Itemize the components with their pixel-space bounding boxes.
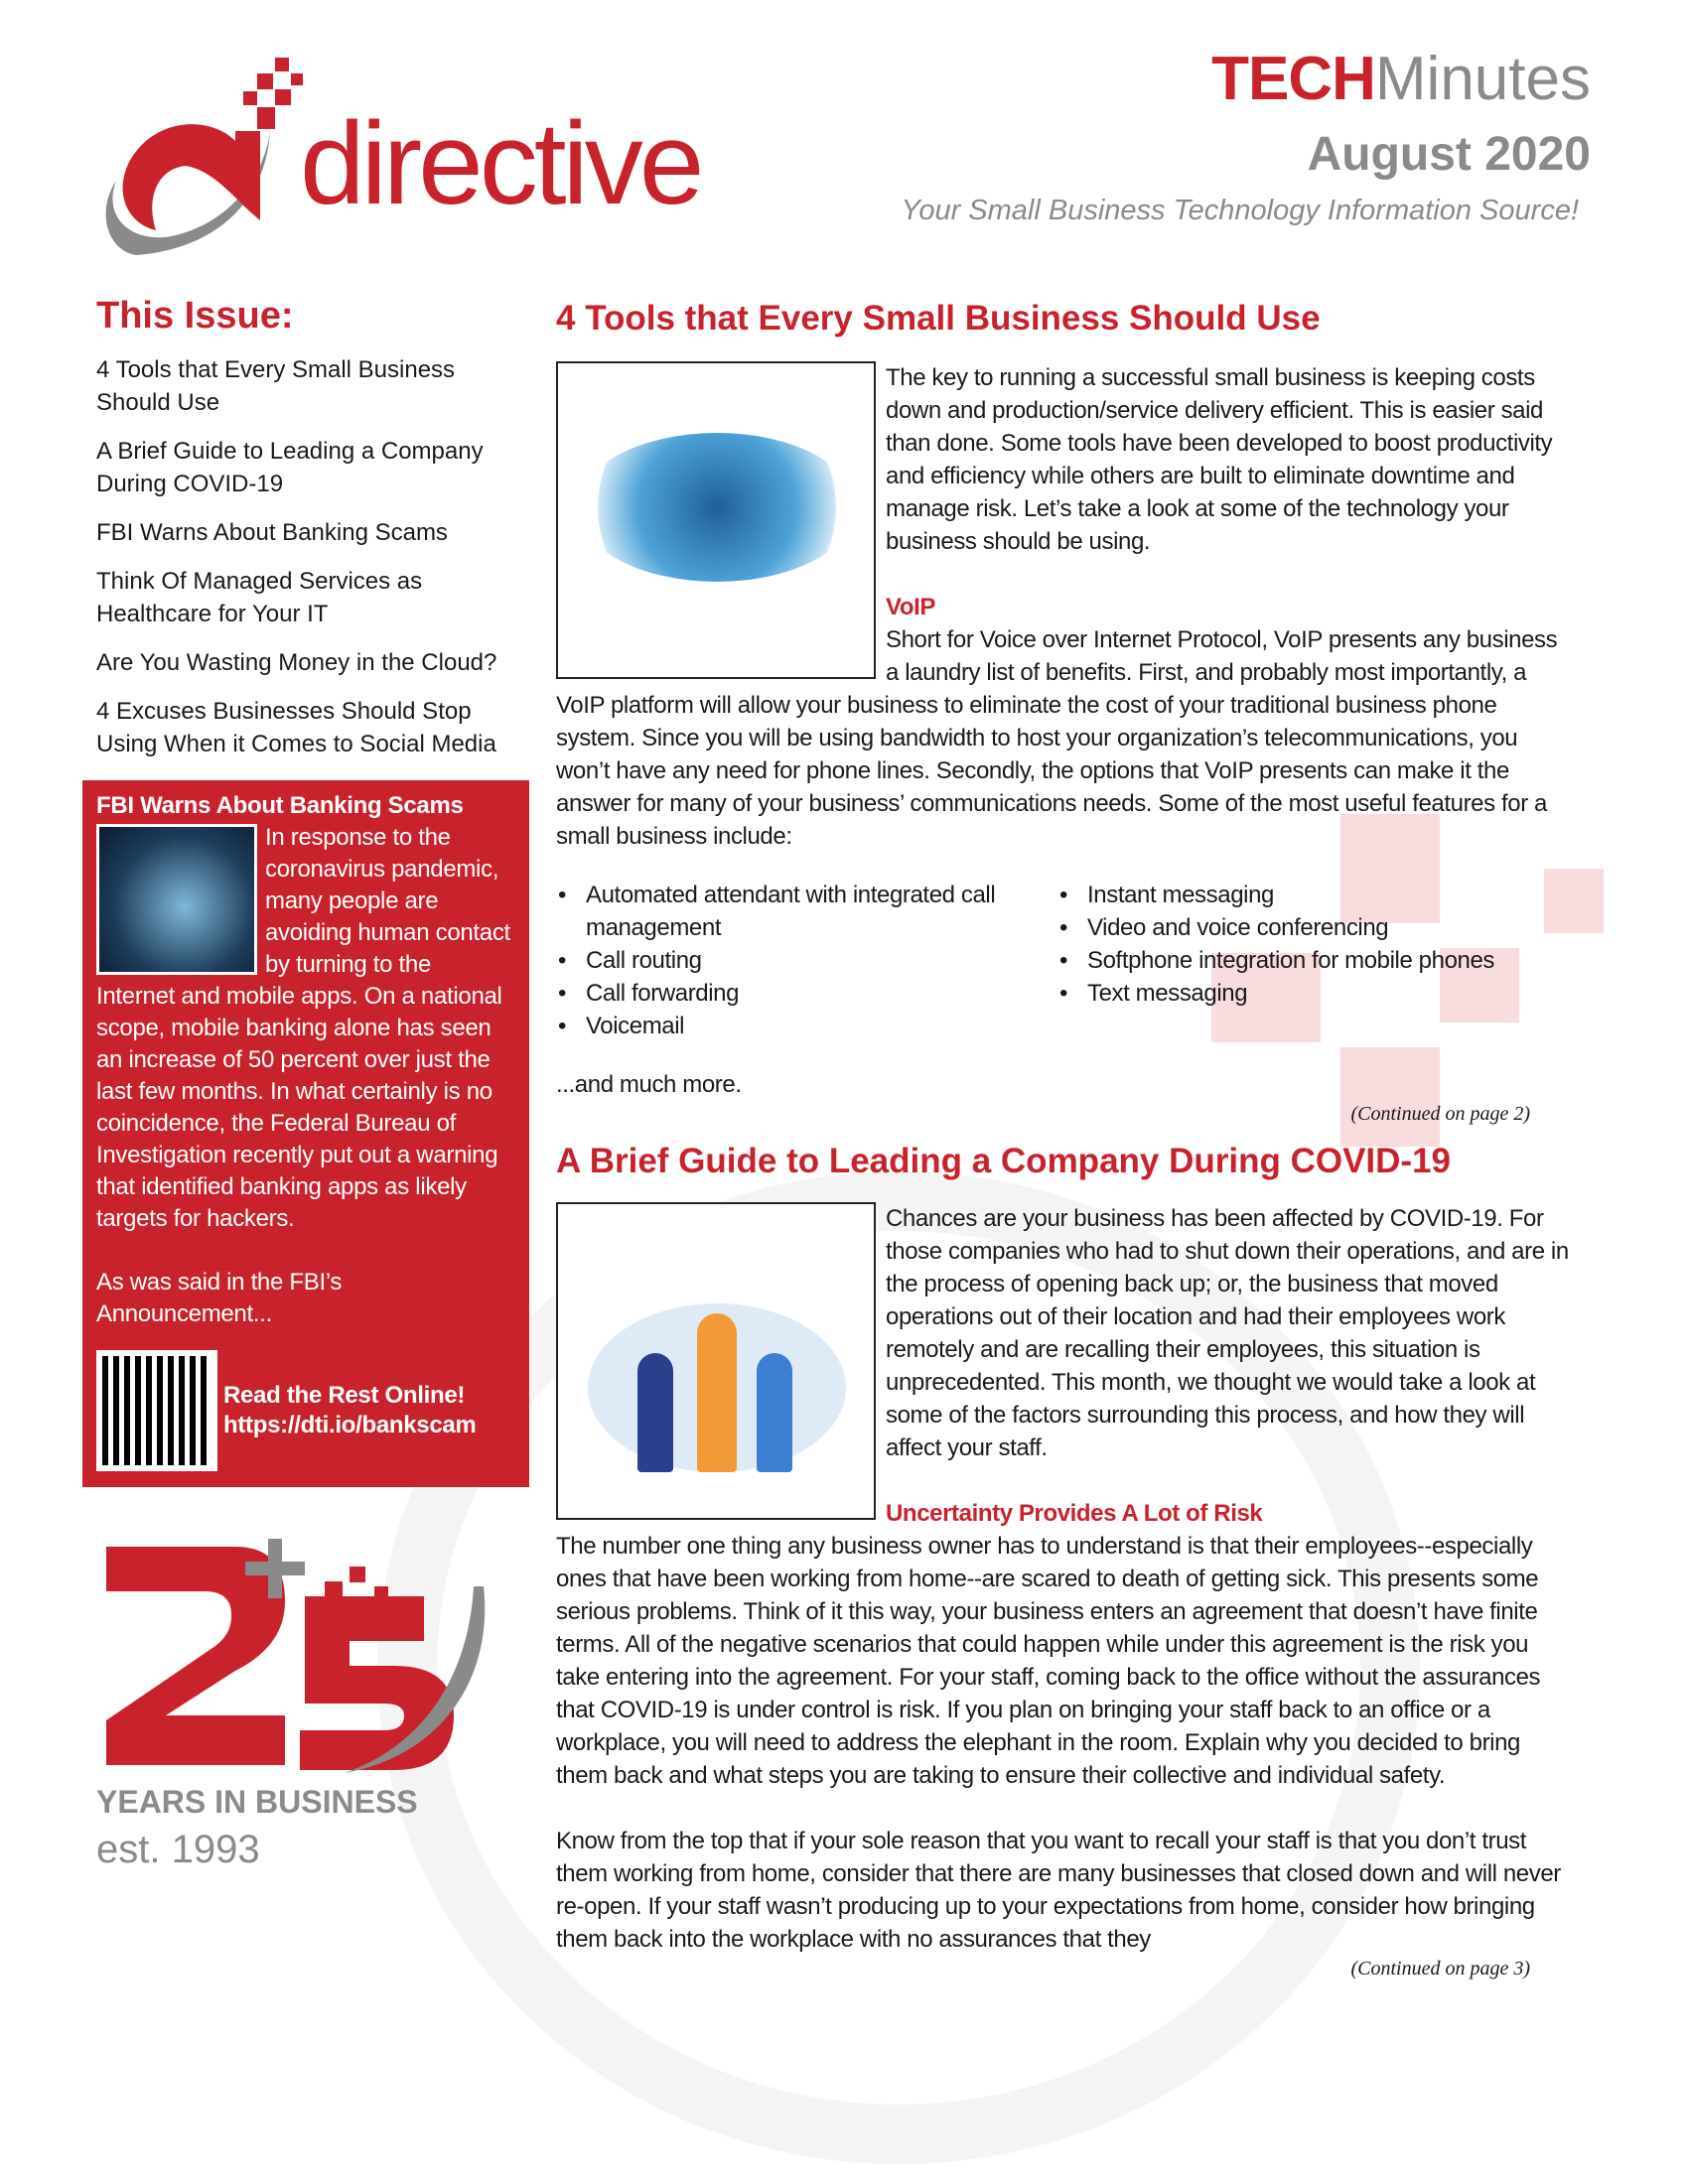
fbi-link[interactable]: https://dti.io/bankscam [223,1412,477,1438]
article-intro: Chances are your business has been affected by COVID-19. For those companies who had to shut down their operations, and are in the process of opening back up; or, the business that moved operations out of their location and had their employees work remotely and are recalling their employees, this situation is unprecedented. This month, we thought we would take a look at some of the factors surrounding this process, and how they will affect your staff. [886,1205,1569,1461]
article-tools [556,298,1574,1127]
feature-list-left [556,879,1057,1042]
issue-item[interactable]: Are You Wasting Money in the Cloud? [96,649,497,676]
article-body: The number one thing any business owner has to understand is that their employees--especially ones that have been working from home--are scared to death of getting sick. This presents some serious problems. Think of it this way, your business enters an agreement that doesn’t have finite terms. All of the negative scenarios that could happen while under this agreement is the risk you take entering into the agreement. For your staff, coming back to the office without the assurances that COVID-19 is under control is risk. If you plan on bringing your staff back to an office or a workplace, you will need to address the elephant in the room. Explain why you decided to bring them back and what steps you are taking to ensure their collective and individual safety. [556,1533,1541,1789]
subheading-risk: Uncertainty Provides A Lot of Risk [886,1500,1263,1527]
article-intro: The key to running a successful small business is keeping costs down and production/service delivery efficient. This is easier said than done. Some tools have been developed to boost productivity and efficiency while others are built to eliminate downtime and manage risk. Let’s take a look at some of the technology your business should be using. [886,364,1553,555]
list-item: • Call routing [556,944,1057,977]
article-title[interactable]: 4 Tools that Every Small Business Should Use [556,299,1321,338]
list-item: • Automated attendant with integrated call management [556,879,1057,944]
25-graphic [96,1527,523,1775]
issue-item[interactable]: 4 Tools that Every Small Business Should Use [96,356,456,416]
this-issue-heading: This Issue: [96,295,294,337]
issue-item[interactable]: FBI Warns About Banking Scams [96,519,448,546]
technology-icons-image [556,361,876,679]
left-column [82,294,529,1872]
issue-date: August 2020 [1307,128,1591,181]
continued-link[interactable]: (Continued on page 2) [1350,1103,1530,1125]
article-title[interactable]: A Brief Guide to Leading a Company During COVID-19 [556,1142,1452,1180]
title-tech: TECH [1211,45,1375,113]
mobile-banking-image [96,824,257,975]
newsletter-title [1211,44,1591,114]
fbi-said: As was said in the FBI’s Announcement... [96,1269,343,1327]
directive-logo [96,52,701,260]
qr-row [96,1350,515,1471]
article-body: Short for Voice over Internet Protocol, VoIP presents any business a laundry list of benefits. First, and probably most importantly, a VoIP platform will allow your business to eliminate the cost of your traditional business phone system. Since you will be using bandwidth to host your organization’s telecommunications, you won’t have any need for phone lines. Secondly, the options that VoIP presents can make it the answer for many of your business’ communications needs. Some of the most useful features for a small business include: [556,626,1558,850]
feature-list-right [1057,879,1559,1042]
issue-item[interactable]: 4 Excuses Businesses Should Stop Using When it Comes to Social Media [96,698,496,757]
qr-code-icon[interactable] [96,1350,217,1471]
article-covid [556,1141,1574,1981]
years-label: YEARS IN BUSINESS [96,1784,418,1820]
est-label: est. 1993 [96,1828,260,1871]
title-minutes: Minutes [1374,45,1591,113]
list-item: • Text messaging [1057,977,1559,1010]
issue-list [82,353,519,760]
list-item: • Softphone integration for mobile phones [1057,944,1559,977]
feature-lists [556,879,1574,1042]
main-column [556,298,1574,1981]
fbi-title: FBI Warns About Banking Scams [96,792,464,819]
masked-people-illustration [556,1202,876,1520]
issue-item[interactable]: A Brief Guide to Leading a Company During COVID-19 [96,438,484,497]
article-body: Know from the top that if your sole reason that you want to recall your staff is that you don’t trust them working from home, consider that there are many businesses that closed down and will never re-open. If your staff wasn’t producing up to your expectations from home, consider how bringing them back into the workplace with no assurances that they [556,1828,1561,1953]
list-item: • Video and voice conferencing [1057,911,1559,944]
continued-link[interactable]: (Continued on page 3) [1350,1958,1530,1979]
25-years-logo [96,1527,523,1872]
list-item: • Instant messaging [1057,879,1559,911]
brand-name: directive [300,98,701,229]
list-item: • Call forwarding [556,977,1057,1010]
issue-item[interactable]: Think Of Managed Services as Healthcare for Your IT [96,568,423,627]
subheading-voip: VoIP [886,594,935,620]
fbi-body: In response to the coronavirus pandemic, many people are avoiding human contact by turning to the Internet and mobile apps. On a national scope, mobile banking alone has seen an increase of 50 percent over just the last few months. In what certainly is no coincidence, the Federal Bureau of Investigation recently put out a warning that identified banking apps as likely targets for hackers. [96,824,510,1232]
read-online-label: Read the Rest Online! [223,1382,466,1409]
fbi-sidebar-box [82,780,529,1487]
more-text: ...and much more. [556,1071,742,1098]
list-item: • Voicemail [556,1010,1057,1042]
tagline: Your Small Business Technology Information Source! [901,195,1579,226]
